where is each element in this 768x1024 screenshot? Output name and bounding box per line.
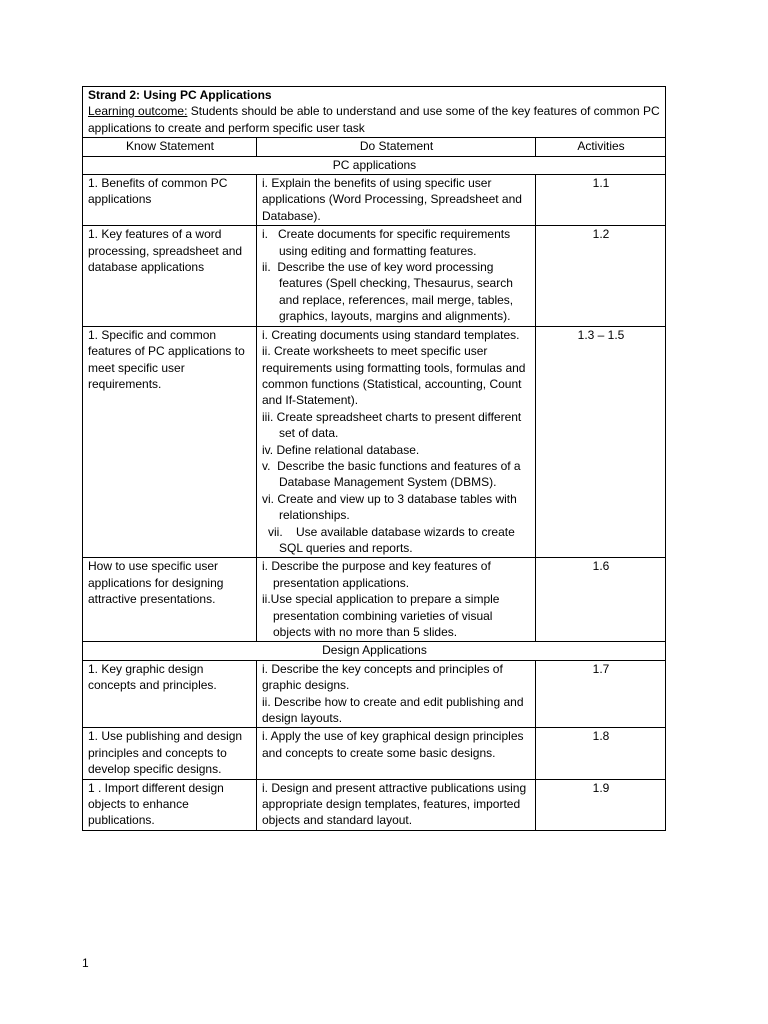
- know-statement: 1. Benefits of common PC applications: [83, 175, 257, 226]
- table-row: [83, 175, 666, 226]
- do-item: v. Describe the basic functions and features of a Database Management System (DBMS).: [262, 458, 521, 490]
- do-statement: [257, 226, 536, 326]
- table-row: [83, 326, 666, 558]
- section-title-pc: PC applications: [83, 156, 666, 174]
- table-row: [83, 779, 666, 830]
- activity-ref: 1.2: [536, 226, 666, 326]
- activity-ref: 1.3 – 1.5: [536, 326, 666, 558]
- do-item: ii. Describe how to create and edit publishing and design layouts.: [262, 694, 524, 726]
- table-row: [83, 558, 666, 642]
- strand-header-cell: [83, 87, 666, 138]
- strand-header-row: [83, 87, 666, 138]
- section-title-design: Design Applications: [83, 642, 666, 660]
- column-header-row: [83, 138, 666, 156]
- know-statement: 1 . Import different design objects to enhance publications.: [83, 779, 257, 830]
- strand-title: Strand 2: Using PC Applications: [88, 88, 272, 102]
- do-item: i. Create documents for specific requirements using editing and formatting features.: [262, 227, 511, 258]
- activity-ref: 1.6: [536, 558, 666, 642]
- activity-ref: 1.7: [536, 660, 666, 728]
- do-item: i. Describe the purpose and key features of presentation applications.: [262, 559, 491, 590]
- curriculum-table: [82, 86, 666, 831]
- do-statement: [257, 779, 536, 830]
- do-item: i. Explain the benefits of using specific user applications (Word Processing, Spreadsheet and Database).: [262, 176, 522, 223]
- header-activities: Activities: [536, 138, 666, 156]
- do-item: i. Design and present attractive publications using appropriate design templates, features, imported objects and standard layout.: [262, 780, 527, 828]
- activity-ref: 1.9: [536, 779, 666, 830]
- table-row: [83, 226, 666, 326]
- learning-outcome-text: Students should be able to understand and use some of the key features of common PC applications to create and perform specific user task: [88, 104, 660, 135]
- know-statement: How to use specific user applications for designing attractive presentations.: [83, 558, 257, 642]
- do-item: iv. Define relational database.: [262, 442, 420, 457]
- table-row: [83, 728, 666, 779]
- know-statement: 1. Key graphic design concepts and principles.: [83, 660, 257, 728]
- learning-outcome: [88, 103, 661, 136]
- table-row: [83, 660, 666, 728]
- do-item: i. Creating documents using standard templates.: [262, 327, 520, 342]
- do-item: ii. Create worksheets to meet specific user requirements using formatting tools, formulas and common functions (Statistical, accounting, Count and If-Statement).: [262, 344, 526, 408]
- do-statement: [257, 660, 536, 728]
- do-statement: [257, 175, 536, 226]
- section-row-pc: [83, 156, 666, 174]
- learning-outcome-label: Learning outcome:: [88, 104, 188, 119]
- do-statement: [257, 326, 536, 558]
- header-know: Know Statement: [83, 138, 257, 156]
- do-statement: [257, 558, 536, 642]
- activity-ref: 1.8: [536, 728, 666, 779]
- do-item: vii. Use available database wizards to create SQL queries and reports.: [268, 524, 515, 555]
- do-item: vi. Create and view up to 3 database tables with relationships.: [262, 491, 517, 523]
- do-item: i. Describe the key concepts and principles of graphic designs.: [262, 661, 503, 693]
- do-item: i. Apply the use of key graphical design principles and concepts to create some basic designs.: [262, 729, 524, 760]
- header-do: Do Statement: [257, 138, 536, 156]
- do-item: ii.Use special application to prepare a simple presentation combining varieties of visual objects with no more than 5 slides.: [262, 592, 500, 639]
- do-item: ii. Describe the use of key word processing features (Spell checking, Thesaurus, search and replace, references, mail merge, tables, graphics, layouts, margins and alignments).: [262, 260, 514, 324]
- know-statement: 1. Key features of a word processing, spreadsheet and database applications: [83, 226, 257, 326]
- section-row-design: [83, 642, 666, 660]
- know-statement: 1. Specific and common features of PC applications to meet specific user requirements.: [83, 326, 257, 558]
- activity-ref: 1.1: [536, 175, 666, 226]
- know-statement: 1. Use publishing and design principles and concepts to develop specific designs.: [83, 728, 257, 779]
- page-number: 1: [82, 956, 89, 970]
- do-statement: [257, 728, 536, 779]
- do-item: iii. Create spreadsheet charts to present different set of data.: [262, 409, 522, 441]
